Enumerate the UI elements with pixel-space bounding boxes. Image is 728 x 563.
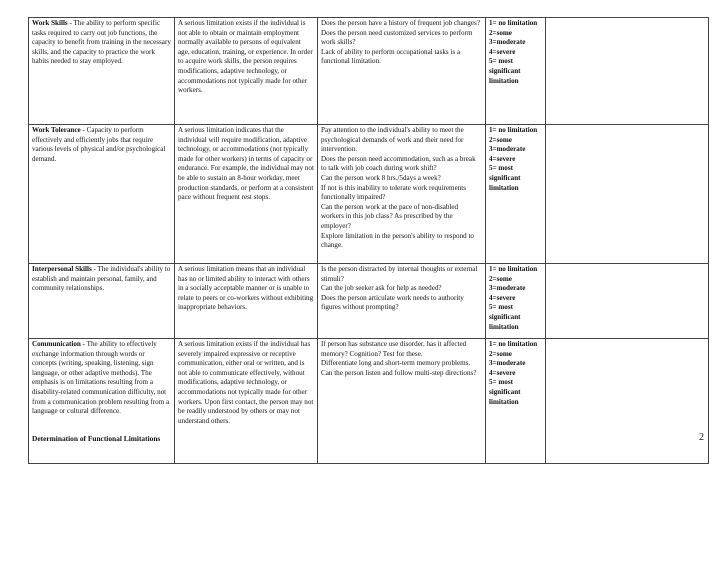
- rating-option: 2=some: [489, 349, 512, 358]
- limitation-cell: A serious limitation exists if the individual has severely impaired expressive or receptive communication, either oral or written, and is not able to communicate effectively, without modifications, adaptive technology, or accommodations not typically made for other workers. Upon first contact, the person may not be readily understood by others or may not understand others.: [175, 339, 318, 464]
- question-line: Explore limitation in the person's ability to respond to change.: [321, 231, 474, 250]
- rating-option: 5= most significant limitation: [489, 164, 521, 192]
- question-line: Is the person distracted by internal thoughts or external stimuli?: [321, 265, 478, 283]
- rating-option: 3=moderate: [489, 359, 526, 368]
- rating-scale-cell: [486, 125, 546, 264]
- question-line: Lack of ability to perform occupational tasks is a functional limitation.: [321, 47, 461, 66]
- rating-option: 4=severe: [489, 293, 516, 302]
- rating-option: 3=moderate: [489, 38, 526, 47]
- empty-cell[interactable]: [546, 264, 709, 339]
- question-line: Pay attention to the individual's ability to meet the psychological demands of work and their need for intervention.: [321, 126, 464, 154]
- area-name: Work Skills: [32, 19, 68, 27]
- area-description: - The ability to effectively exchange information through words or concepts (writing, speaking, listening, sign language, or other adaptive methods). The emphasis is on limitations resulting from a disability-related communication difficulty, not from a communication problem resulting from a language or cultural difference.: [32, 340, 170, 416]
- area-name: Communication: [32, 340, 81, 348]
- limitation-cell: A serious limitation indicates that the individual will require modification, adaptive technology, or accommodations (not typically made for other workers) in terms of capacity or endurance. For example, the individual may not be able to sustain an 8-hour workday, meet production standards, or perform at a consistent pace without frequent rest stops.: [175, 125, 318, 264]
- question-line: Can the job seeker ask for help as needed?: [321, 284, 442, 293]
- rating-scale-cell: [486, 339, 546, 464]
- rating-option: 3=moderate: [489, 284, 526, 293]
- rating-option: 5= most significant limitation: [489, 57, 521, 85]
- empty-cell[interactable]: [546, 18, 709, 125]
- rating-option: 5= most significant limitation: [489, 378, 521, 406]
- area-description: - Capacity to perform effectively and efficiently jobs that require various levels of physical and/or psychological demand.: [32, 126, 166, 163]
- footer-title: Determination of Functional Limitations: [32, 434, 161, 443]
- question-line: Does the person have a history of frequent job changes?: [321, 19, 480, 27]
- questions-cell: [318, 264, 486, 339]
- rating-option: 2=some: [489, 135, 512, 144]
- area-cell: [29, 18, 175, 125]
- question-line: Can the person work 8 hrs./5days a week?: [321, 173, 441, 182]
- question-line: Differentiate long and short-term memory problems.: [321, 359, 471, 368]
- questions-cell: [318, 18, 486, 125]
- question-line: Can the person listen and follow multi-step directions?: [321, 368, 477, 377]
- question-line: Does the person need customized services to perform work skills?: [321, 28, 473, 47]
- rating-option: 1= no limitation: [489, 126, 538, 134]
- functional-limitations-table: [28, 17, 709, 464]
- rating-option: 5= most significant limitation: [489, 303, 521, 331]
- rating-option: 4=severe: [489, 368, 516, 377]
- question-line: If person has substance use disorder, has it affected memory? Cognition? Test for these.: [321, 340, 467, 358]
- question-line: Does the person articulate work needs to authority figures without prompting?: [321, 293, 464, 312]
- area-name: Interpersonal Skills: [32, 265, 92, 273]
- area-cell: [29, 264, 175, 339]
- table-row: [29, 125, 709, 264]
- rating-scale-cell: [486, 264, 546, 339]
- area-description: - The individual's ability to establish and maintain personal, family, and community relationships.: [32, 265, 171, 293]
- table-row: [29, 264, 709, 339]
- question-line: Can the person work at the pace of non-disabled workers in this job class? As prescribed by the employer?: [321, 202, 459, 230]
- rating-option: 3=moderate: [489, 145, 526, 154]
- rating-scale-cell: [486, 18, 546, 125]
- rating-option: 4=severe: [489, 47, 516, 56]
- question-line: If not is this inability to tolerate work requirements functionally impaired?: [321, 183, 466, 202]
- limitation-cell: A serious limitation exists if the individual is not able to obtain or maintain employment normally available to persons of equivalent age, education, training, or experience. In order to acquire work skills, the person requires modifications, adaptive technology, or accommodations not typically made for other workers.: [175, 18, 318, 125]
- questions-cell: [318, 125, 486, 264]
- rating-option: 1= no limitation: [489, 340, 538, 348]
- rating-option: 4=severe: [489, 154, 516, 163]
- table-row: [29, 18, 709, 125]
- area-name: Work Tolerance: [32, 126, 81, 134]
- limitation-cell: A serious limitation means that an individual has no or limited ability to interact with others in a socially acceptable manner or is unable to relate to peers or co-workers without exhibiting inappropriate behaviors.: [175, 264, 318, 339]
- area-cell: [29, 125, 175, 264]
- rating-option: 1= no limitation: [489, 19, 538, 27]
- table-row: [29, 339, 709, 464]
- rating-option: 1= no limitation: [489, 265, 538, 273]
- area-cell: [29, 339, 175, 464]
- questions-cell: [318, 339, 486, 464]
- empty-cell[interactable]: [546, 125, 709, 264]
- empty-cell[interactable]: [546, 339, 709, 464]
- rating-option: 2=some: [489, 28, 512, 37]
- area-description: - The ability to perform specific tasks required to carry out job functions, the capacity to benefit from training in the necessary skills, and the capacity to practice the work habits needed to stay employed.: [32, 19, 171, 66]
- rating-option: 2=some: [489, 274, 512, 283]
- page-number: 2: [699, 432, 704, 443]
- question-line: Does the person need accommodation, such as a break to talk with job coach during work shift?: [321, 154, 476, 173]
